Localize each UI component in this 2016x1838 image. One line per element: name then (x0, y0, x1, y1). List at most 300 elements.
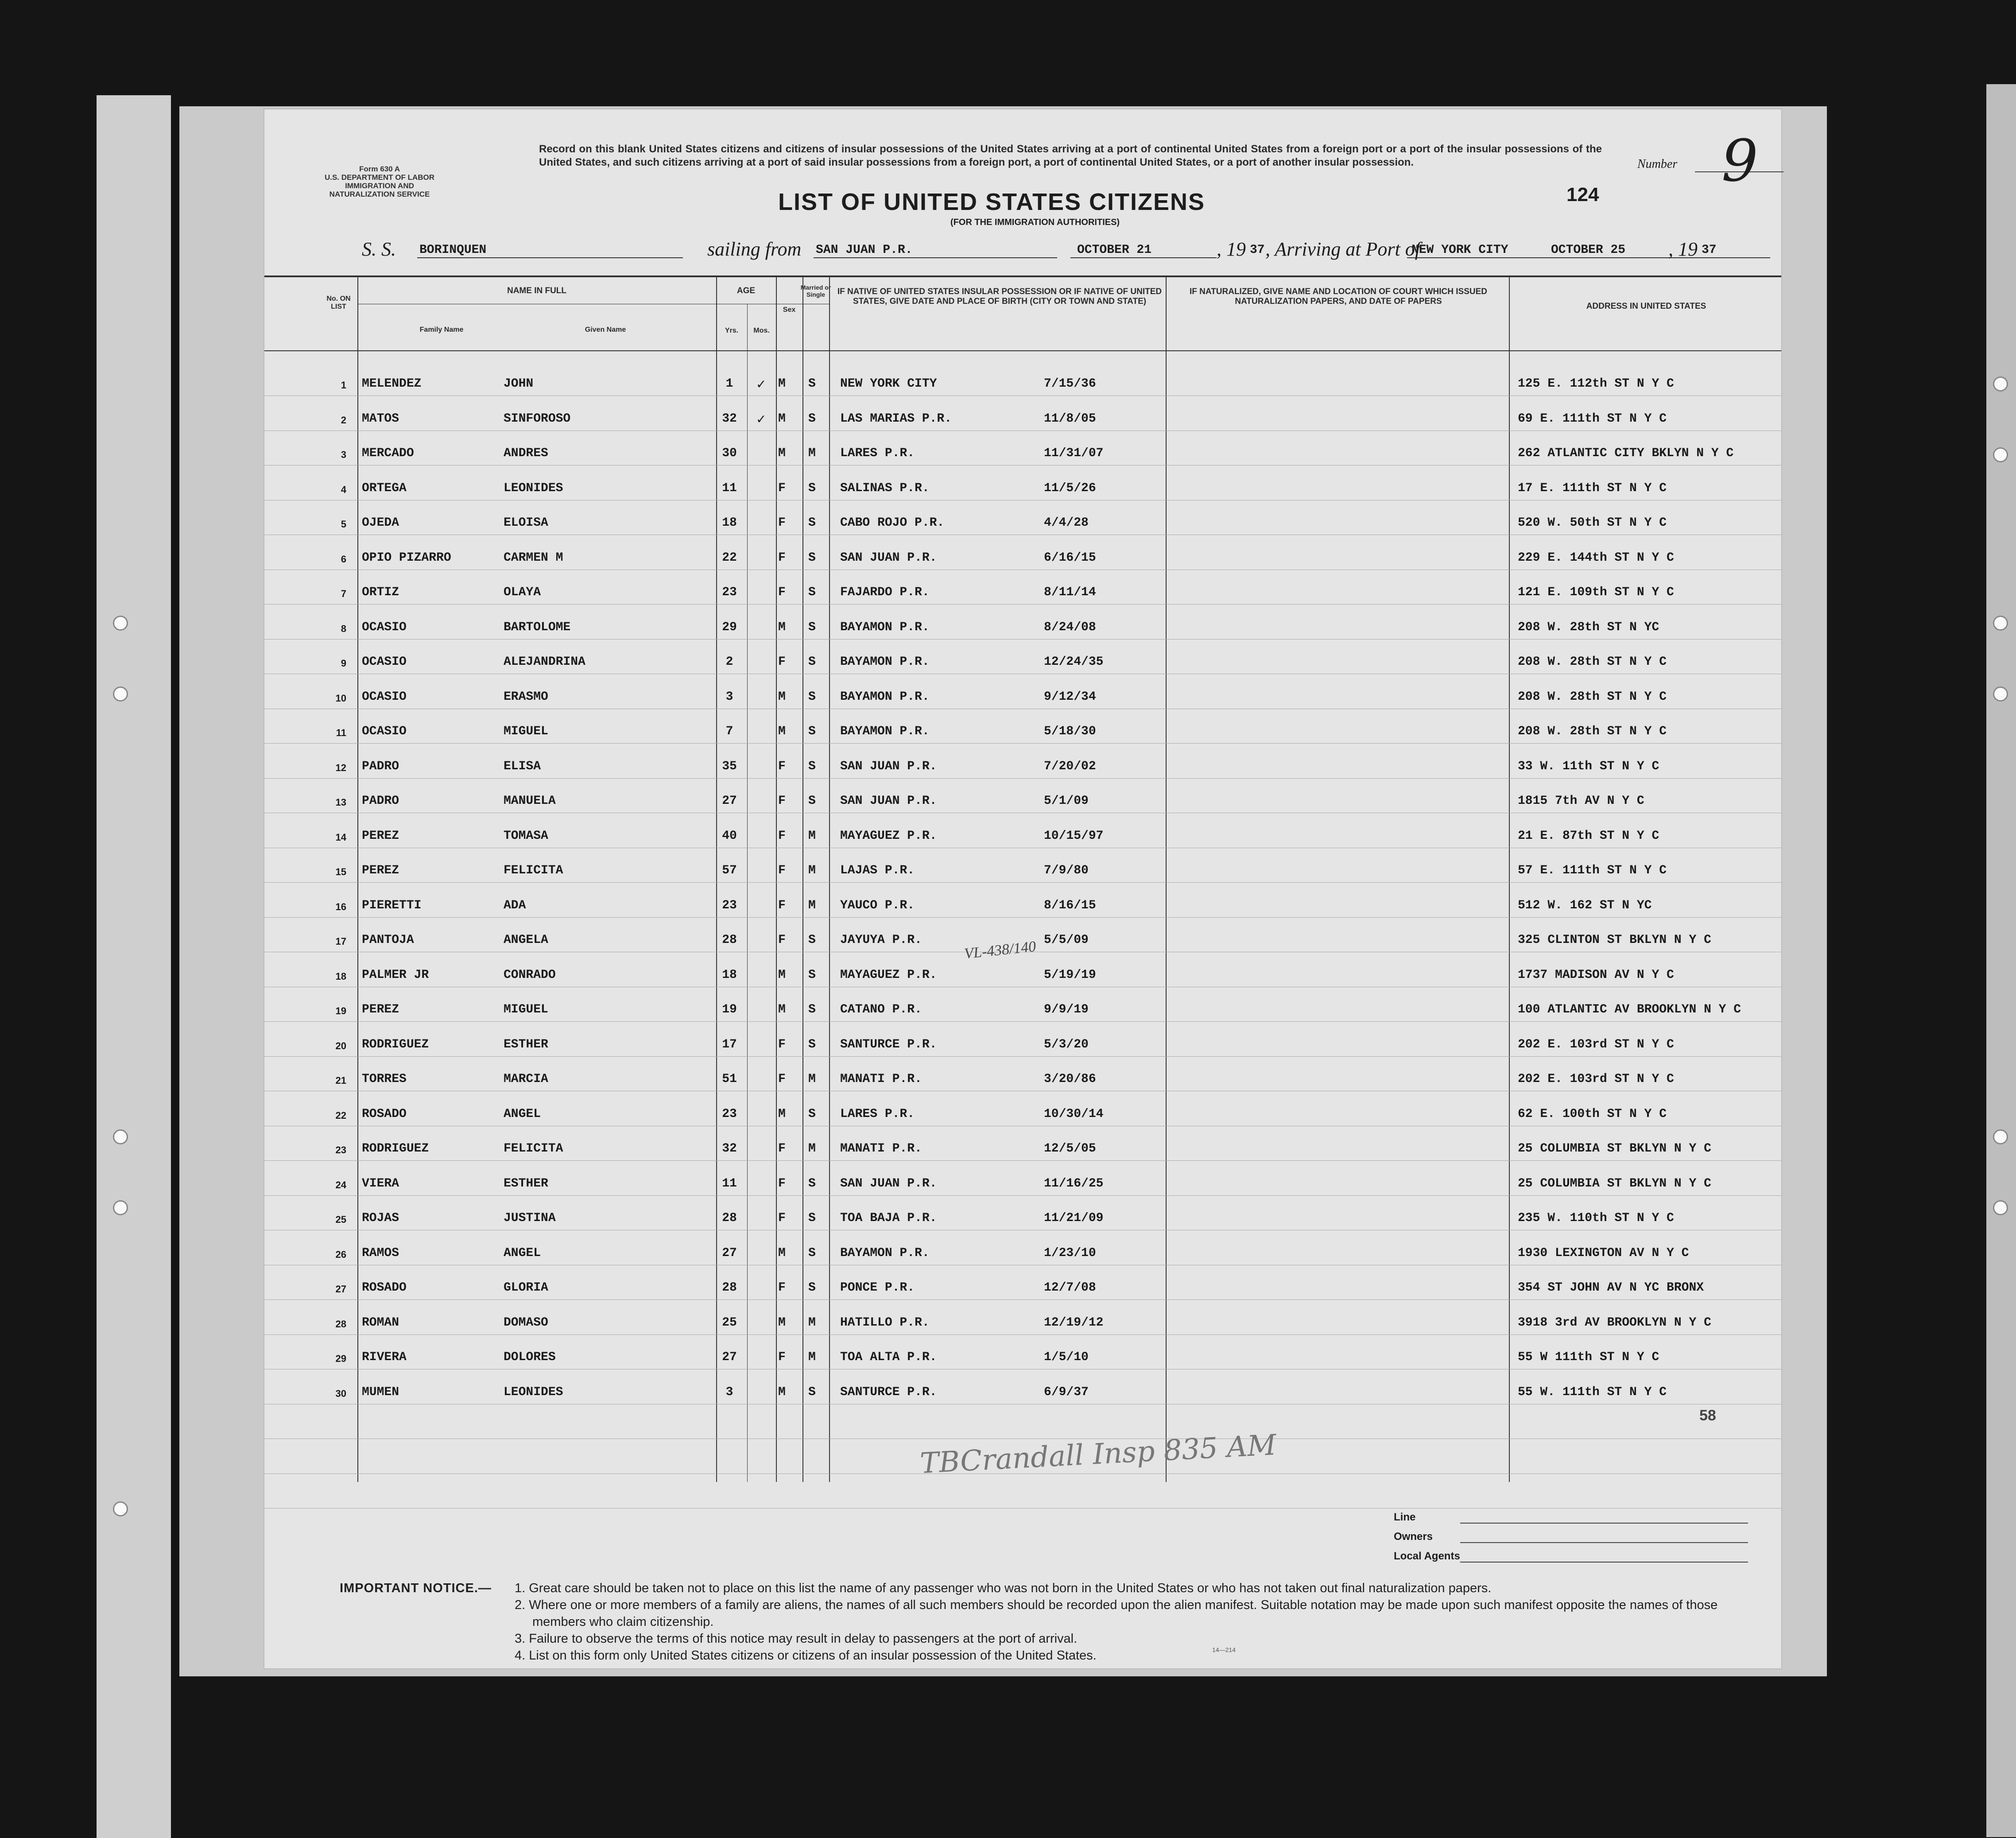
row-number: 28 (335, 1318, 346, 1330)
marital-status: S (808, 1246, 816, 1260)
binder-hole (1993, 447, 2008, 462)
sex: F (778, 655, 786, 669)
birth-place: LAJAS P.R. (840, 864, 915, 877)
family-name: ROMAN (362, 1316, 399, 1330)
family-name: RIVERA (362, 1350, 407, 1364)
sex: F (778, 829, 786, 843)
marital-status: M (808, 1316, 816, 1330)
table-row (264, 1202, 1781, 1235)
row-number: 8 (341, 623, 346, 634)
header-years: Yrs. (725, 327, 739, 334)
age-years: 19 (722, 1003, 737, 1016)
birth-place: CABO ROJO P.R. (840, 516, 945, 530)
page-subtitle: (FOR THE IMMIGRATION AUTHORITIES) (950, 217, 1120, 227)
row-rule (264, 1021, 1781, 1022)
age-years: 11 (722, 481, 737, 495)
agent-line-row (1394, 1511, 1748, 1531)
us-address: 262 ATLANTIC CITY BKLYN N Y C (1518, 446, 1734, 460)
birth-date: 5/19/19 (1044, 968, 1096, 982)
row-number: 15 (335, 866, 346, 877)
marital-status: S (808, 1003, 816, 1016)
sex: M (778, 1107, 786, 1121)
adjacent-page-left (97, 95, 171, 1838)
row-number: 18 (335, 971, 346, 982)
birth-place: BAYAMON P.R. (840, 620, 930, 634)
us-address: 208 W. 28th ST N YC (1518, 620, 1659, 634)
age-years: 32 (722, 412, 737, 426)
binder-hole (1993, 376, 2008, 392)
given-name: CARMEN M (504, 551, 563, 565)
us-address: 1815 7th AV N Y C (1518, 794, 1644, 808)
birth-date: 11/8/05 (1044, 412, 1096, 426)
birth-place: NEW YORK CITY (840, 377, 937, 391)
marital-status: M (808, 1350, 816, 1364)
table-row (264, 577, 1781, 609)
family-name: PEREZ (362, 829, 399, 843)
birth-date: 12/5/05 (1044, 1142, 1096, 1156)
row-number: 16 (335, 901, 346, 912)
row-number: 27 (335, 1283, 346, 1295)
adjacent-page-right (1986, 84, 2016, 1837)
age-years: 32 (722, 1142, 737, 1156)
table-row (264, 368, 1781, 400)
vessel-name: BORINQUEN (419, 243, 487, 257)
birth-date: 9/9/19 (1044, 1003, 1089, 1016)
sex: F (778, 481, 786, 495)
row-rule (264, 917, 1781, 918)
header-no: No. ON LIST (326, 295, 351, 310)
birth-date: 5/1/09 (1044, 794, 1089, 808)
notice-item-1: 1. Great care should be taken not to place on this list the name of any passenger who was not born in the United States or who has not taken out final naturalization papers. (515, 1581, 1492, 1595)
table-row (264, 1168, 1781, 1200)
binder-hole (113, 616, 128, 631)
birth-place: MANATI P.R. (840, 1072, 922, 1086)
table-row (264, 438, 1781, 470)
age-years: 1 (725, 377, 733, 391)
binder-hole (1993, 1129, 2008, 1144)
age-years: 28 (722, 1281, 737, 1295)
port-from-underline (814, 257, 1057, 258)
row-rule (264, 743, 1781, 744)
marital-status: S (808, 551, 816, 565)
local-agents-blank (1460, 1562, 1748, 1563)
row-rule (264, 778, 1781, 779)
given-name: SINFOROSO (504, 412, 571, 426)
birth-place: SAN JUAN P.R. (840, 1177, 937, 1190)
birth-place: TOA BAJA P.R. (840, 1211, 937, 1225)
us-address: 208 W. 28th ST N Y C (1518, 655, 1667, 669)
us-address: 235 W. 110th ST N Y C (1518, 1211, 1674, 1225)
age-years: 35 (722, 760, 737, 773)
family-name: PADRO (362, 794, 399, 808)
family-name: OCASIO (362, 725, 407, 738)
birth-date: 7/9/80 (1044, 864, 1089, 877)
birth-place: BAYAMON P.R. (840, 655, 930, 669)
row-number: 19 (335, 1005, 346, 1016)
family-name: MATOS (362, 412, 399, 426)
arrive-year-prefix: , 19 (1668, 238, 1698, 260)
sex: F (778, 794, 786, 808)
passenger-table (264, 275, 1781, 1482)
header-naturalized: IF NATURALIZED, GIVE NAME AND LOCATION OF COURT WHICH ISSUED NATURALIZATION PAPERS, AND DATE OF PAPERS (1189, 287, 1487, 306)
given-name: LEONIDES (504, 1385, 563, 1399)
birth-date: 11/16/25 (1044, 1177, 1104, 1190)
marital-status: S (808, 1177, 816, 1190)
given-name: ALEJANDRINA (504, 655, 585, 669)
notice-item-3: 3. Failure to observe the terms of this notice may result in delay to passengers at the port of arrival. (515, 1632, 1078, 1646)
depart-year: 37 (1250, 243, 1265, 257)
check-mark: ✓ (756, 412, 767, 427)
manifest-page (264, 109, 1782, 1669)
us-address: 1737 MADISON AV N Y C (1518, 968, 1674, 982)
birth-date: 7/15/36 (1044, 377, 1096, 391)
birth-date: 12/24/35 (1044, 655, 1104, 669)
row-number: 11 (336, 727, 346, 738)
row-number: 26 (335, 1249, 346, 1260)
marital-status: M (808, 1142, 816, 1156)
table-row (264, 751, 1781, 783)
sex: F (778, 864, 786, 877)
us-address: 208 W. 28th ST N Y C (1518, 690, 1667, 704)
header-family-name: Family Name (419, 326, 464, 333)
row-number: 3 (341, 449, 346, 460)
row-number: 12 (335, 762, 346, 773)
age-years: 3 (725, 1385, 733, 1399)
line-blank (1460, 1523, 1748, 1524)
table-row (264, 473, 1781, 505)
page-title: LIST OF UNITED STATES CITIZENS (778, 189, 1205, 215)
birth-date: 1/23/10 (1044, 1246, 1096, 1260)
birth-place: SAN JUAN P.R. (840, 551, 937, 565)
age-years: 11 (722, 1177, 737, 1190)
given-name: ESTHER (504, 1038, 548, 1051)
marital-status: S (808, 586, 816, 599)
given-name: FELICITA (504, 1142, 563, 1156)
sex: M (778, 412, 786, 426)
table-row (264, 820, 1781, 853)
sex: F (778, 1142, 786, 1156)
family-name: RODRIGUEZ (362, 1038, 429, 1051)
birth-date: 11/21/09 (1044, 1211, 1104, 1225)
age-years: 27 (722, 1246, 737, 1260)
sex: F (778, 933, 786, 947)
table-row (264, 681, 1781, 713)
marital-status: S (808, 655, 816, 669)
family-name: OCASIO (362, 655, 407, 669)
sex: F (778, 551, 786, 565)
sex: M (778, 377, 786, 391)
agent-local-row (1394, 1550, 1748, 1570)
birth-date: 12/7/08 (1044, 1281, 1096, 1295)
us-address: 55 W 111th ST N Y C (1518, 1350, 1659, 1364)
us-address: 62 E. 100th ST N Y C (1518, 1107, 1667, 1121)
us-address: 229 E. 144th ST N Y C (1518, 551, 1674, 565)
row-number: 17 (335, 936, 346, 947)
birth-place: CATANO P.R. (840, 1003, 922, 1016)
row-number: 7 (341, 588, 346, 599)
birth-date: 3/20/86 (1044, 1072, 1096, 1086)
us-address: 57 E. 111th ST N Y C (1518, 864, 1667, 877)
table-row (264, 1133, 1781, 1165)
birth-place: LARES P.R. (840, 1107, 915, 1121)
table-row (264, 716, 1781, 748)
marital-status: S (808, 412, 816, 426)
us-address: 202 E. 103rd ST N Y C (1518, 1072, 1674, 1086)
given-name: ERASMO (504, 690, 548, 704)
depart-date-underline (1070, 257, 1217, 258)
notice-item-2: 2. Where one or more members of a family are aliens, the names of all such members should be recorded upon the alien manifest. Suitable notation may be made upon such manifest opposite the names of those members who claim citizenship. (515, 1598, 1718, 1629)
family-name: OCASIO (362, 620, 407, 634)
agents-block (1394, 1511, 1748, 1570)
given-name: OLAYA (504, 586, 541, 599)
given-name: ANGEL (504, 1107, 541, 1121)
notice-item-4: 4. List on this form only United States citizens or citizens of an insular possession of the United States. (515, 1648, 1097, 1663)
depart-date: OCTOBER 21 (1077, 243, 1152, 257)
vessel-underline (417, 257, 683, 258)
row-rule (264, 1056, 1781, 1057)
agent-owners-row (1394, 1531, 1748, 1550)
sex: M (778, 446, 786, 460)
family-name: MERCADO (362, 446, 414, 460)
birth-place: LARES P.R. (840, 446, 915, 460)
row-number: 25 (335, 1214, 346, 1225)
port-to-underline (1407, 257, 1770, 258)
given-name: GLORIA (504, 1281, 548, 1295)
depart-year-prefix: , 19 (1217, 238, 1246, 260)
row-rule (264, 1195, 1781, 1196)
binder-hole (1993, 616, 2008, 631)
row-number: 14 (335, 832, 346, 843)
given-name: ADA (504, 899, 526, 912)
us-address: 3918 3rd AV BROOKLYN N Y C (1518, 1316, 1711, 1330)
table-row (264, 1342, 1781, 1374)
table-row (264, 890, 1781, 922)
family-name: MELENDEZ (362, 377, 422, 391)
marital-status: S (808, 377, 816, 391)
header-months: Mos. (753, 327, 770, 334)
row-number: 23 (335, 1144, 346, 1156)
sex: F (778, 1038, 786, 1051)
us-address: 25 COLUMBIA ST BKLYN N Y C (1518, 1142, 1711, 1156)
birth-date: 5/5/09 (1044, 933, 1089, 947)
us-address: 17 E. 111th ST N Y C (1518, 481, 1667, 495)
row-rule (264, 1334, 1781, 1335)
us-address: 354 ST JOHN AV N YC BRONX (1518, 1281, 1704, 1295)
sex: F (778, 1281, 786, 1295)
header-address: ADDRESS IN UNITED STATES (1586, 302, 1706, 311)
table-row (264, 994, 1781, 1026)
us-address: 208 W. 28th ST N Y C (1518, 725, 1667, 738)
row-rule (264, 604, 1781, 605)
marital-status: S (808, 933, 816, 947)
birth-date: 8/11/14 (1044, 586, 1096, 599)
age-years: 17 (722, 1038, 737, 1051)
birth-date: 12/19/12 (1044, 1316, 1104, 1330)
age-years: 51 (722, 1072, 737, 1086)
row-number: 13 (335, 797, 346, 808)
marital-status: S (808, 1211, 816, 1225)
age-years: 22 (722, 551, 737, 565)
binder-hole (113, 686, 128, 702)
given-name: MARCIA (504, 1072, 548, 1086)
given-name: ANGELA (504, 933, 548, 947)
row-rule (264, 1160, 1781, 1161)
marital-status: M (808, 829, 816, 843)
sex: F (778, 586, 786, 599)
birth-date: 9/12/34 (1044, 690, 1096, 704)
sex: M (778, 620, 786, 634)
family-name: PALMER JR (362, 968, 429, 982)
given-name: MIGUEL (504, 725, 548, 738)
table-row (264, 1237, 1781, 1270)
age-years: 23 (722, 899, 737, 912)
birth-date: 7/20/02 (1044, 760, 1096, 773)
given-name: JOHN (504, 377, 534, 391)
given-name: BARTOLOME (504, 620, 571, 634)
table-row (264, 959, 1781, 992)
family-name: VIERA (362, 1177, 399, 1190)
sex: F (778, 516, 786, 530)
family-name: ORTIZ (362, 586, 399, 599)
row-number: 21 (335, 1075, 346, 1086)
table-row (264, 1098, 1781, 1131)
us-address: 69 E. 111th ST N Y C (1518, 412, 1667, 426)
arrive-year: 37 (1702, 243, 1717, 257)
sex: F (778, 899, 786, 912)
us-address: 1930 LEXINGTON AV N Y C (1518, 1246, 1689, 1260)
binder-hole (113, 1200, 128, 1215)
age-years: 2 (725, 655, 733, 669)
birth-place: TOA ALTA P.R. (840, 1350, 937, 1364)
table-row (264, 785, 1781, 818)
given-name: JUSTINA (504, 1211, 556, 1225)
check-mark: ✓ (756, 377, 767, 392)
birth-place: SAN JUAN P.R. (840, 760, 937, 773)
marital-status: S (808, 620, 816, 634)
age-years: 7 (725, 725, 733, 738)
marital-status: M (808, 446, 816, 460)
sex: F (778, 1177, 786, 1190)
age-years: 3 (725, 690, 733, 704)
owners-blank (1460, 1542, 1748, 1543)
marital-status: S (808, 481, 816, 495)
binder-hole (1993, 686, 2008, 702)
family-name: PANTOJA (362, 933, 414, 947)
family-name: ROJAS (362, 1211, 399, 1225)
birth-place: YAUCO P.R. (840, 899, 915, 912)
birth-place: PONCE P.R. (840, 1281, 915, 1295)
age-years: 28 (722, 1211, 737, 1225)
number-label: Number (1637, 157, 1678, 171)
birth-place: MAYAGUEZ P.R. (840, 829, 937, 843)
row-number: 6 (341, 554, 346, 565)
row-number: 20 (335, 1040, 346, 1051)
sex: M (778, 1316, 786, 1330)
us-address: 512 W. 162 ST N YC (1518, 899, 1652, 912)
sex: F (778, 1350, 786, 1364)
marital-status: S (808, 516, 816, 530)
table-row (264, 646, 1781, 679)
birth-place: LAS MARIAS P.R. (840, 412, 952, 426)
header-name-in-full: NAME IN FULL (507, 286, 567, 295)
given-name: ELOISA (504, 516, 548, 530)
marital-status: S (808, 1281, 816, 1295)
sex: M (778, 1003, 786, 1016)
birth-place: FAJARDO P.R. (840, 586, 930, 599)
given-name: FELICITA (504, 864, 563, 877)
us-address: 33 W. 11th ST N Y C (1518, 760, 1659, 773)
row-number: 2 (341, 415, 346, 426)
family-name: ORTEGA (362, 481, 407, 495)
birth-place: MANATI P.R. (840, 1142, 922, 1156)
age-years: 40 (722, 829, 737, 843)
row-rule (264, 639, 1781, 640)
header-married-single: Married or Single (800, 284, 831, 298)
birth-place: SANTURCE P.R. (840, 1038, 937, 1051)
sex: M (778, 968, 786, 982)
birth-place: BAYAMON P.R. (840, 690, 930, 704)
row-number: 1 (341, 380, 346, 391)
given-name: DOLORES (504, 1350, 556, 1364)
age-years: 23 (722, 1107, 737, 1121)
header-sex: Sex (783, 306, 796, 314)
given-name: CONRADO (504, 968, 556, 982)
table-row (264, 855, 1781, 887)
row-number: 10 (335, 693, 346, 704)
row-number: 24 (335, 1179, 346, 1190)
marital-status: S (808, 794, 816, 808)
us-address: 325 CLINTON ST BKLYN N Y C (1518, 933, 1711, 947)
birth-date: 4/4/28 (1044, 516, 1089, 530)
arrive-date: OCTOBER 25 (1551, 243, 1626, 257)
form-preamble: Record on this blank United States citizens and citizens of insular possessions of the United States arriving at a port of continental United States from a foreign port or a port of the insular possessions of the United States, and such citizens arriving at a port of said insular possessions from a foreign port, a port of continental United States, or a port of another insular possession. (539, 143, 1602, 168)
birth-place: SALINAS P.R. (840, 481, 930, 495)
marital-status: S (808, 760, 816, 773)
age-years: 23 (722, 586, 737, 599)
family-name: RAMOS (362, 1246, 399, 1260)
table-row (264, 1272, 1781, 1304)
age-years: 30 (722, 446, 737, 460)
sex: F (778, 760, 786, 773)
arriving-label: , Arriving at Port of (1265, 238, 1420, 260)
header-age: AGE (737, 286, 756, 295)
binder-hole (113, 1501, 128, 1516)
family-name: ROSADO (362, 1107, 407, 1121)
birth-date: 5/18/30 (1044, 725, 1096, 738)
sex: M (778, 1246, 786, 1260)
family-name: TORRES (362, 1072, 407, 1086)
handwritten-annotation: VL-438/140 (963, 938, 1037, 962)
sex: F (778, 1072, 786, 1086)
table-row (264, 542, 1781, 574)
row-rule (264, 430, 1781, 431)
row-number: 29 (335, 1353, 346, 1364)
given-name: MANUELA (504, 794, 556, 808)
notice-items (515, 1580, 1750, 1664)
marital-status: S (808, 725, 816, 738)
given-name: ELISA (504, 760, 541, 773)
us-address: 121 E. 109th ST N Y C (1518, 586, 1674, 599)
table-row (264, 1063, 1781, 1096)
us-address: 55 W. 111th ST N Y C (1518, 1385, 1667, 1399)
age-years: 28 (722, 933, 737, 947)
us-address: 125 E. 112th ST N Y C (1518, 377, 1674, 391)
birth-date: 10/30/14 (1044, 1107, 1104, 1121)
age-years: 25 (722, 1316, 737, 1330)
given-name: TOMASA (504, 829, 548, 843)
birth-date: 6/9/37 (1044, 1385, 1089, 1399)
birth-place: JAYUYA P.R. (840, 933, 922, 947)
